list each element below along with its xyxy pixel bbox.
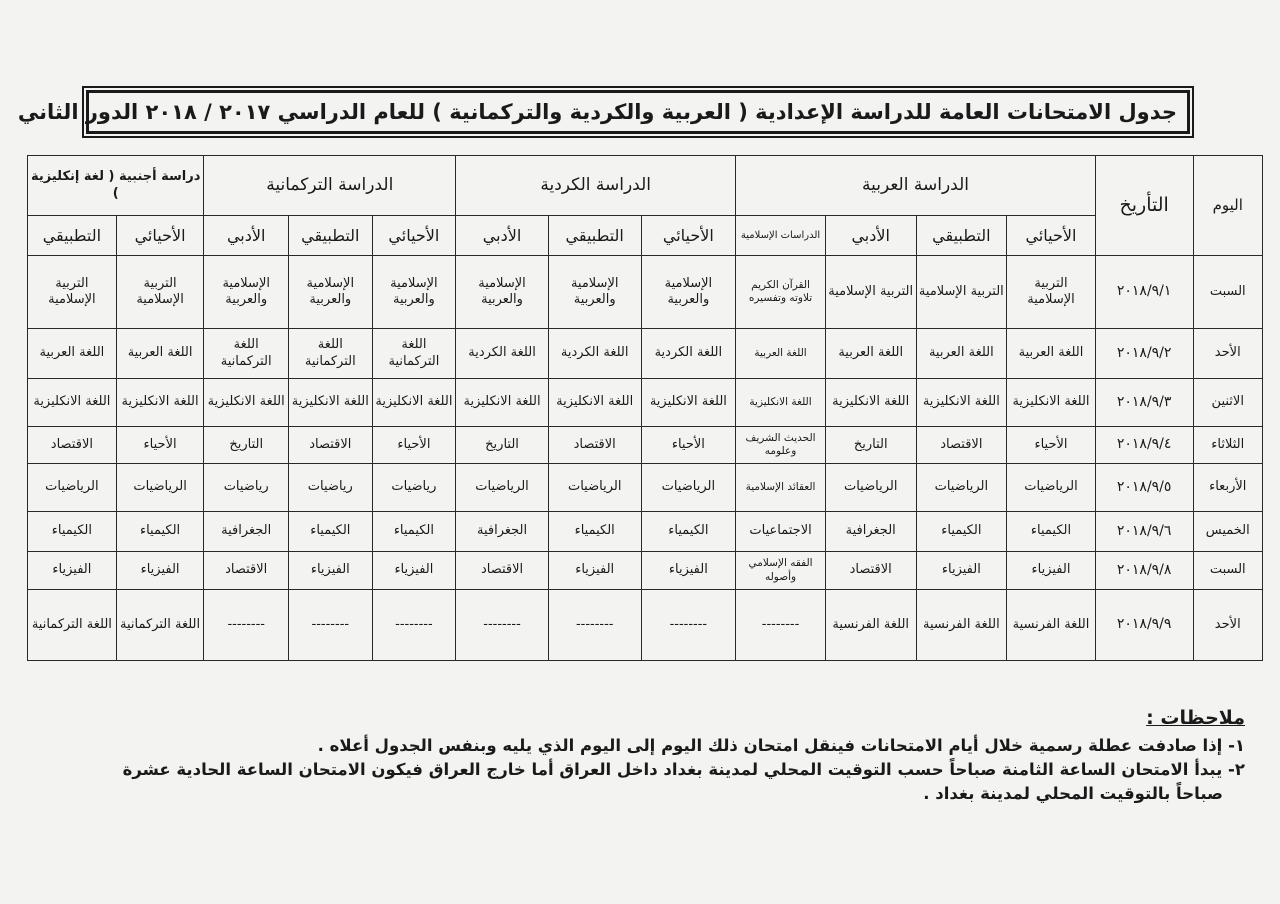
row-day: السبت [1193, 552, 1263, 590]
table-cell: التاريخ [456, 427, 549, 464]
table-cell: الجغرافية [825, 512, 916, 552]
table-cell: اللغة الانكليزية [456, 379, 549, 427]
header-subject: التطبيقي [289, 216, 373, 256]
table-cell: الرياضيات [1007, 464, 1096, 512]
table-cell: اللغة التركمانية [116, 590, 204, 661]
table-cell: -------- [548, 590, 641, 661]
table-cell: -------- [204, 590, 289, 661]
table-cell: اللغة الانكليزية [825, 379, 916, 427]
table-cell: الإسلامية والعربية [456, 256, 549, 329]
header-subject: الأدبي [825, 216, 916, 256]
table-cell: اللغة الفرنسية [1007, 590, 1096, 661]
table-cell: الجغرافية [204, 512, 289, 552]
table-cell: اللغة العربية [736, 329, 826, 379]
table-row [28, 379, 1263, 427]
row-day: الثلاثاء [1193, 427, 1263, 464]
table-cell: اللغة الانكليزية [28, 379, 117, 427]
table-cell: التربية الإسلامية [116, 256, 204, 329]
table-cell: الكيمياء [289, 512, 373, 552]
table-cell: التاريخ [204, 427, 289, 464]
table-cell: اللغة الانكليزية [204, 379, 289, 427]
table-cell: الاقتصاد [28, 427, 117, 464]
row-date: ٢٠١٨/٩/١ [1095, 256, 1193, 329]
table-cell: اللغة الفرنسية [916, 590, 1007, 661]
row-date: ٢٠١٨/٩/٨ [1095, 552, 1193, 590]
header-subject: الأدبي [456, 216, 549, 256]
note-item: ٢- يبدأ الامتحان الساعة الثامنة صباحاً حسب التوقيت المحلي لمدينة بغداد داخل العراق أما خارج العراق فيكون الامتحان الساعة الحادية عشرة [122, 760, 1245, 779]
table-cell: اللغة الانكليزية [372, 379, 456, 427]
header-row-groups [28, 156, 1263, 216]
row-day: الاثنين [1193, 379, 1263, 427]
row-day: الأحد [1193, 329, 1263, 379]
table-row [28, 464, 1263, 512]
notes-section [90, 706, 1245, 806]
header-group-kurdish: الدراسة الكردية [456, 156, 736, 216]
table-cell: الحديث الشريف وعلومه [736, 427, 826, 464]
row-date: ٢٠١٨/٩/٤ [1095, 427, 1193, 464]
table-cell: التاريخ [825, 427, 916, 464]
note-item: ١- إذا صادفت عطلة رسمية خلال أيام الامتحانات فينقل امتحان ذلك اليوم إلى اليوم الذي يليه وبنفس الجدول أعلاه . [317, 736, 1245, 755]
header-day: اليوم [1193, 156, 1263, 256]
table-cell: اللغة الانكليزية [916, 379, 1007, 427]
table-row [28, 590, 1263, 661]
table-cell: اللغة الانكليزية [548, 379, 641, 427]
header-date: التأريخ [1095, 156, 1193, 256]
table-cell: الفيزياء [916, 552, 1007, 590]
table-cell: اللغة الانكليزية [1007, 379, 1096, 427]
table-cell: اللغة الانكليزية [736, 379, 826, 427]
table-row [28, 552, 1263, 590]
table-cell: القرآن الكريم تلاوته وتفسيره [736, 256, 826, 329]
table-cell: الكيمياء [372, 512, 456, 552]
table-cell: اللغة العربية [116, 329, 204, 379]
table-cell: الكيمياء [916, 512, 1007, 552]
row-date: ٢٠١٨/٩/٢ [1095, 329, 1193, 379]
table-cell: الفيزياء [28, 552, 117, 590]
table-cell: اللغة العربية [916, 329, 1007, 379]
table-cell: الإسلامية والعربية [548, 256, 641, 329]
table-cell: الرياضيات [456, 464, 549, 512]
table-cell: اللغة الفرنسية [825, 590, 916, 661]
row-day: الخميس [1193, 512, 1263, 552]
table-row [28, 427, 1263, 464]
table-cell: -------- [372, 590, 456, 661]
table-cell: -------- [736, 590, 826, 661]
table-cell: اللغة الكردية [548, 329, 641, 379]
row-day: الأربعاء [1193, 464, 1263, 512]
table-cell: الفيزياء [289, 552, 373, 590]
table-cell: رياضيات [372, 464, 456, 512]
table-cell: الاقتصاد [916, 427, 1007, 464]
table-cell: الفيزياء [641, 552, 736, 590]
row-date: ٢٠١٨/٩/٦ [1095, 512, 1193, 552]
table-cell: الكيمياء [28, 512, 117, 552]
table-cell: اللغة الانكليزية [641, 379, 736, 427]
table-cell: الرياضيات [916, 464, 1007, 512]
note-item: صباحاً بالتوقيت المحلي لمدينة بغداد . [923, 784, 1223, 803]
table-cell: اللغة الانكليزية [289, 379, 373, 427]
table-row [28, 256, 1263, 329]
table-cell: الفقه الإسلامي وأصوله [736, 552, 826, 590]
table-cell: اللغة العربية [1007, 329, 1096, 379]
table-cell: التربية الإسلامية [1007, 256, 1096, 329]
header-subject: التطبيقي [548, 216, 641, 256]
header-subject: الأدبي [204, 216, 289, 256]
page-title: جدول الامتحانات العامة للدراسة الإعدادية ( العربية والكردية والتركمانية ) للعام الدراسي ٢٠١٧ / ٢٠١٨ الدور الثاني [86, 90, 1190, 134]
table-cell: الإسلامية والعربية [289, 256, 373, 329]
table-cell: الفيزياء [548, 552, 641, 590]
table-cell: الاقتصاد [456, 552, 549, 590]
row-day: السبت [1193, 256, 1263, 329]
table-cell: التربية الإسلامية [825, 256, 916, 329]
header-group-turkmen: الدراسة التركمانية [204, 156, 456, 216]
table-cell: اللغة العربية [825, 329, 916, 379]
row-date: ٢٠١٨/٩/٥ [1095, 464, 1193, 512]
row-day: الأحد [1193, 590, 1263, 661]
table-cell: الفيزياء [116, 552, 204, 590]
table-cell: الإسلامية والعربية [372, 256, 456, 329]
table-cell: رياضيات [204, 464, 289, 512]
table-cell: الاقتصاد [289, 427, 373, 464]
table-cell: الجغرافية [456, 512, 549, 552]
table-cell: اللغة الانكليزية [116, 379, 204, 427]
header-group-arabic: الدراسة العربية [736, 156, 1096, 216]
table-cell: الكيمياء [641, 512, 736, 552]
table-row [28, 512, 1263, 552]
table-cell: -------- [456, 590, 549, 661]
header-subject: الأحيائي [116, 216, 204, 256]
table-cell: اللغة التركمانية [204, 329, 289, 379]
table-row [28, 329, 1263, 379]
table-cell: اللغة التركمانية [28, 590, 117, 661]
table-cell: الرياضيات [641, 464, 736, 512]
table-cell: الرياضيات [825, 464, 916, 512]
table-cell: اللغة العربية [28, 329, 117, 379]
table-cell: الفيزياء [1007, 552, 1096, 590]
table-cell: اللغة التركمانية [372, 329, 456, 379]
table-cell: الرياضيات [116, 464, 204, 512]
table-cell: الكيمياء [1007, 512, 1096, 552]
table-cell: -------- [289, 590, 373, 661]
table-cell: الاقتصاد [825, 552, 916, 590]
header-subject: الدراسات الإسلامية [736, 216, 826, 256]
table-cell: التربية الإسلامية [916, 256, 1007, 329]
table-cell: اللغة التركمانية [289, 329, 373, 379]
table-cell: الاقتصاد [548, 427, 641, 464]
table-cell: الأحياء [641, 427, 736, 464]
table-cell: الأحياء [372, 427, 456, 464]
header-subject: الأحيائي [372, 216, 456, 256]
header-subject: الأحيائي [641, 216, 736, 256]
notes-title: ملاحظات : [1146, 707, 1245, 729]
table-cell: الاقتصاد [204, 552, 289, 590]
header-subject: التطبيقي [916, 216, 1007, 256]
table-cell: الرياضيات [548, 464, 641, 512]
table-cell: -------- [641, 590, 736, 661]
header-row-subjects [28, 216, 1263, 256]
table-cell: اللغة الكردية [456, 329, 549, 379]
table-cell: الكيمياء [116, 512, 204, 552]
row-date: ٢٠١٨/٩/٣ [1095, 379, 1193, 427]
table-cell: الرياضيات [28, 464, 117, 512]
table-cell: الأحياء [1007, 427, 1096, 464]
table-cell: الاجتماعيات [736, 512, 826, 552]
header-subject: التطبيقي [28, 216, 117, 256]
table-cell: اللغة الكردية [641, 329, 736, 379]
table-cell: الإسلامية والعربية [641, 256, 736, 329]
table-cell: الفيزياء [372, 552, 456, 590]
header-subject: الأحيائي [1007, 216, 1096, 256]
exam-schedule-table [27, 155, 1263, 661]
table-cell: الإسلامية والعربية [204, 256, 289, 329]
table-cell: التربية الإسلامية [28, 256, 117, 329]
row-date: ٢٠١٨/٩/٩ [1095, 590, 1193, 661]
table-cell: الأحياء [116, 427, 204, 464]
header-group-foreign: دراسة أجنبية ( لغة إنكليزية ) [28, 156, 204, 216]
table-cell: رياضيات [289, 464, 373, 512]
table-cell: العقائد الإسلامية [736, 464, 826, 512]
schedule-body [28, 256, 1263, 661]
table-cell: الكيمياء [548, 512, 641, 552]
